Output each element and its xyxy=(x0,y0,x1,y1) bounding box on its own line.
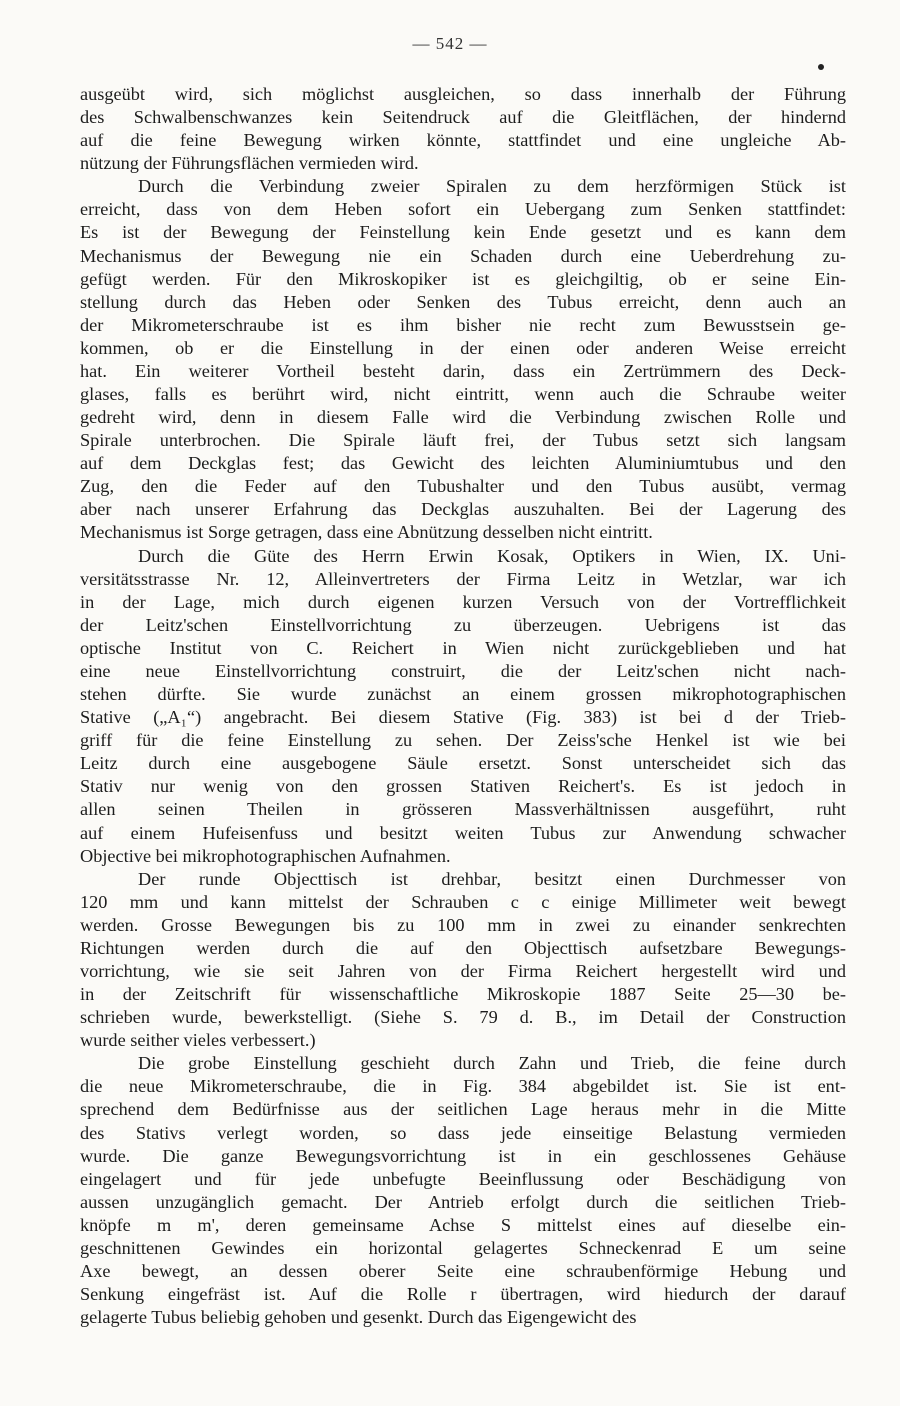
text-line: nützung der Führungsflächen vermieden wird. xyxy=(80,153,419,174)
text-line: des Stativs verlegt worden, so dass jede einseitige Belastung vermieden xyxy=(80,1122,846,1143)
text-line: Objective bei mikrophotographischen Aufnahmen. xyxy=(80,845,451,866)
text-line: knöpfe m m', deren gemeinsame Achse S mittelst eines auf dieselbe ein- xyxy=(80,1214,846,1235)
text-line: in der Lage, mich durch eigenen kurzen Versuch von der Vortrefflichkeit xyxy=(80,591,846,612)
text-line: gelagerte Tubus beliebig gehoben und gesenkt. Durch das Eigengewicht des xyxy=(80,1307,637,1328)
text-line: Spirale unterbrochen. Die Spirale läuft frei, der Tubus setzt sich langsam xyxy=(80,430,846,451)
text-line: Es ist der Bewegung der Feinstellung kein Ende gesetzt und es kann dem xyxy=(80,222,846,243)
text-line: vorrichtung, wie sie seit Jahren von der Firma Reichert hergestellt wird und xyxy=(80,960,846,981)
paragraph xyxy=(80,1052,846,1329)
text-line: kommen, ob er die Einstellung in der einen oder anderen Weise erreicht xyxy=(80,337,846,358)
text-line: auf einem Hufeisenfuss und besitzt weiten Tubus zur Anwendung schwacher xyxy=(80,822,846,843)
text-line: eingelagert und für jede unbefugte Beeinflussung oder Beschädigung von xyxy=(80,1168,846,1189)
paragraph xyxy=(80,83,846,175)
text-line: wurde seither vieles verbessert.) xyxy=(80,1030,316,1051)
text-line: Zug, den die Feder auf den Tubushalter und den Tubus ausübt, vermag xyxy=(80,476,846,497)
text-line: hat. Ein weiterer Vortheil besteht darin, dass ein Zertrümmern des Deck- xyxy=(80,360,846,381)
text-line: Leitz durch eine ausgebogene Säule ersetzt. Sonst unterscheidet sich das xyxy=(80,753,846,774)
text-line: glases, falls es berührt wird, nicht eintritt, wenn auch die Schraube weiter xyxy=(80,384,846,405)
text-line: des Schwalbenschwanzes kein Seitendruck auf die Gleitflächen, der hindernd xyxy=(80,107,846,128)
text-line: geschnittenen Gewindes ein horizontal gelagertes Schneckenrad E um seine xyxy=(80,1237,846,1258)
text-line: Durch die Verbindung zweier Spiralen zu dem herzförmigen Stück ist xyxy=(138,176,846,197)
text-line: ausgeübt wird, sich möglichst ausgleichen, so dass innerhalb der Führung xyxy=(80,84,846,104)
text-line: Die grobe Einstellung geschieht durch Zahn und Trieb, die feine durch xyxy=(138,1053,846,1074)
text-line: Der runde Objecttisch ist drehbar, besitzt einen Durchmesser von xyxy=(138,868,846,889)
text-line: eine neue Einstellvorrichtung construirt, die der Leitz'schen nicht nach- xyxy=(80,660,846,681)
text-line: versitätsstrasse Nr. 12, Alleinvertreters der Firma Leitz in Wetzlar, war ich xyxy=(80,568,846,589)
text-line: gedreht wird, denn in diesem Falle wird die Verbindung zwischen Rolle und xyxy=(80,407,846,428)
text-line: schrieben wurde, bewerkstelligt. (Siehe S. 79 d. B., im Detail der Construction xyxy=(80,1007,846,1028)
text-line: werden. Grosse Bewegungen bis zu 100 mm in zwei zu einander senkrechten xyxy=(80,914,846,935)
text-line: sprechend dem Bedürfnisse aus der seitlichen Lage heraus mehr in die Mitte xyxy=(80,1099,846,1120)
text-line: Mechanismus ist Sorge getragen, dass eine Abnützung desselben nicht eintritt. xyxy=(80,522,653,543)
body-text xyxy=(80,83,846,1329)
text-line: stellung durch das Heben oder Senken des Tubus erreicht, denn auch an xyxy=(80,291,846,312)
text-line: Durch die Güte des Herrn Erwin Kosak, Optikers in Wien, IX. Uni- xyxy=(138,545,846,566)
text-line: Axe bewegt, an dessen oberer Seite eine schraubenförmige Hebung und xyxy=(80,1260,846,1281)
text-line: erreicht, dass von dem Heben sofort ein Uebergang zum Senken stattfindet: xyxy=(80,199,846,220)
text-line: 120 mm und kann mittelst der Schrauben c c einige Millimeter weit bewegt xyxy=(80,891,846,912)
text-line: Senkung eingefräst ist. Auf die Rolle r übertragen, wird hiedurch der darauf xyxy=(80,1284,846,1305)
text-line: aber nach unserer Erfahrung das Deckglas auszuhalten. Bei der Lagerung des xyxy=(80,499,846,520)
text-line: aussen unzugänglich gemacht. Der Antrieb erfolgt durch die seitlichen Trieb- xyxy=(80,1191,846,1212)
paragraph xyxy=(80,175,846,544)
text-line: auf die feine Bewegung wirken könnte, stattfindet und eine ungleiche Ab- xyxy=(80,130,846,151)
page-number: — 542 — xyxy=(412,34,488,53)
text-line: Stative („A₁“) angebracht. Bei diesem Stative (Fig. 383) ist bei d der Trieb- xyxy=(80,707,846,728)
text-line: auf dem Deckglas fest; das Gewicht des leichten Aluminiumtubus und den xyxy=(80,453,846,474)
text-line: gefügt werden. Für den Mikroskopiker ist es gleichgiltig, ob er seine Ein- xyxy=(80,268,846,289)
text-line: in der Zeitschrift für wissenschaftliche Mikroskopie 1887 Seite 25—30 be- xyxy=(80,984,846,1005)
text-line: Mechanismus der Bewegung nie ein Schaden durch eine Ueberdrehung zu- xyxy=(80,245,846,266)
text-line: Richtungen werden durch die auf den Objecttisch aufsetzbare Bewegungs- xyxy=(80,937,846,958)
text-line: optische Institut von C. Reichert in Wien nicht zurückgeblieben und hat xyxy=(80,637,846,658)
text-line: allen seinen Theilen in grösseren Massverhältnissen ausgeführt, ruht xyxy=(80,799,846,820)
paragraph xyxy=(80,868,846,1053)
ink-speck xyxy=(818,64,824,70)
text-line: Stativ nur wenig von den grossen Stativen Reichert's. Es ist jedoch in xyxy=(80,776,846,797)
paragraph xyxy=(80,545,846,868)
text-line: der Mikrometerschraube ist es ihm bisher nie recht zum Bewusstsein ge- xyxy=(80,314,846,335)
text-line: wurde. Die ganze Bewegungsvorrichtung ist in ein geschlossenes Gehäuse xyxy=(80,1145,846,1166)
text-line: der Leitz'schen Einstellvorrichtung zu überzeugen. Uebrigens ist das xyxy=(80,614,846,635)
text-line: stehen dürfte. Sie wurde zunächst an einem grossen mikrophotographischen xyxy=(80,684,846,705)
text-line: griff für die feine Einstellung zu sehen. Der Zeiss'sche Henkel ist wie bei xyxy=(80,730,846,751)
text-line: die neue Mikrometerschraube, die in Fig. 384 abgebildet ist. Sie ist ent- xyxy=(80,1076,846,1097)
